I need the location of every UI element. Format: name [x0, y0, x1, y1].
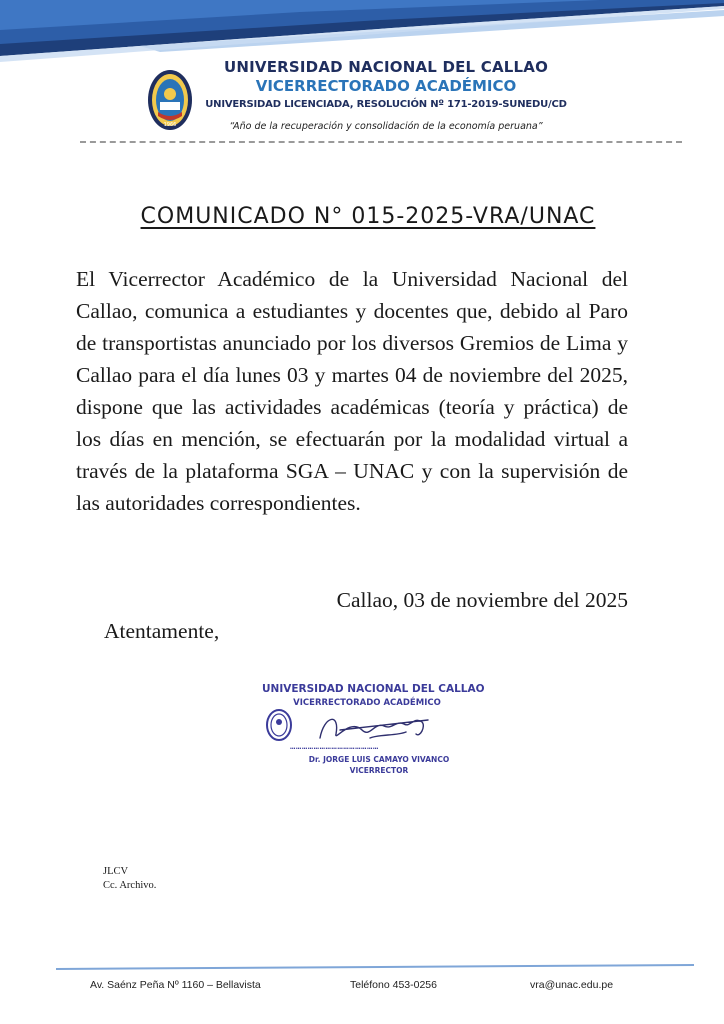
footer-address: Av. Saénz Peña Nº 1160 – Bellavista — [90, 979, 261, 991]
footer-email: vra@unac.edu.pe — [530, 979, 614, 991]
document-title: COMUNICADO N° 015-2025-VRA/UNAC — [140, 204, 596, 229]
author-initials: JLCV — [103, 866, 129, 877]
carbon-copy-note: Cc. Archivo. — [103, 880, 157, 891]
date-line: Callao, 03 de noviembre del 2025 — [336, 588, 628, 612]
footer-divider — [56, 964, 694, 970]
footer-phone: Teléfono 453-0256 — [350, 979, 437, 991]
stamp-university: UNIVERSIDAD NACIONAL DEL CALLAO — [262, 683, 485, 695]
signature-line: ……………………………………… — [290, 742, 379, 752]
signer-role: VICERRECTOR — [349, 766, 409, 775]
header-divider — [80, 141, 682, 143]
stamp-vicerrectorado: VICERRECTORADO ACADÉMICO — [293, 698, 441, 708]
signer-name: Dr. JORGE LUIS CAMAYO VIVANCO — [308, 755, 450, 764]
header-university-name: UNIVERSIDAD NACIONAL DEL CALLAO — [223, 58, 549, 76]
signature-stamp — [262, 680, 485, 790]
header-license: UNIVERSIDAD LICENCIADA, RESOLUCIÓN Nº 171-2019-SUNEDU/CD — [205, 99, 567, 110]
document-body: El Vicerrector Académico de la Universidad Nacional del Callao, comunica a estudiantes y docentes que, debido al Paro de transportistas anunciado por los diversos Gremios de Lima y Callao para el día lunes 03 y martes 04 de noviembre del 2025, dispone que las actividades académicas (teoría y práctica) de los días en mención, se efectuarán por la modalidad virtual a través de la plataforma SGA – UNAC y con la supervisión de las autoridades correspondientes. — [76, 267, 628, 515]
header-motto: “Año de la recuperación y consolidación de la economía peruana” — [229, 121, 543, 132]
university-seal-logo — [146, 68, 194, 132]
stamp-seal-logo — [265, 708, 293, 742]
closing-salutation: Atentamente, — [104, 619, 220, 643]
header-vicerrectorado: VICERRECTORADO ACADÉMICO — [255, 77, 517, 95]
seal-year: 1966 — [163, 122, 177, 128]
